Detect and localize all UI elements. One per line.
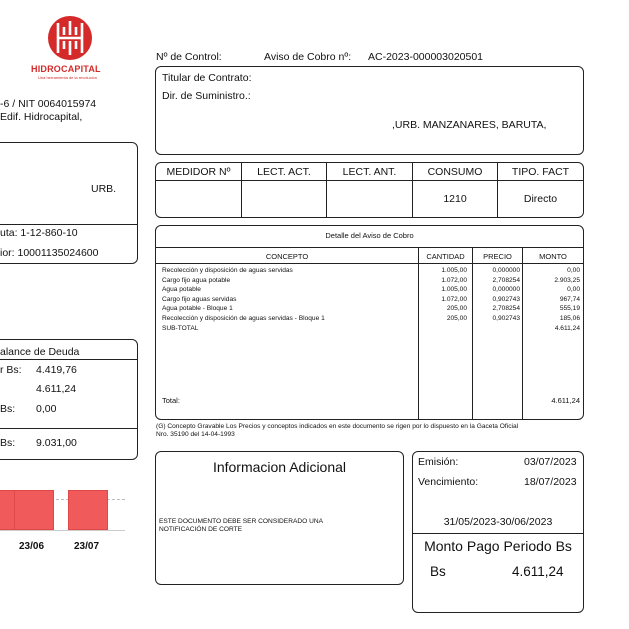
- detail-cell-concepto: SUB-TOTAL: [162, 324, 199, 332]
- balance-row-value: 4.419,76: [36, 364, 77, 376]
- divider: [413, 533, 583, 534]
- company-address: Edif. Hidrocapital,: [0, 111, 83, 123]
- hidrocapital-logo-icon: [30, 15, 110, 65]
- balance-title: alance de Deuda: [0, 346, 80, 358]
- detail-header: PRECIO: [483, 252, 512, 261]
- vencimiento-date: 18/07/2023: [524, 476, 577, 488]
- meter-header: MEDIDOR Nº: [166, 166, 231, 178]
- detail-cell-cantidad: 1.072,00: [441, 295, 467, 303]
- logo-brand-name: HIDROCAPITAL: [31, 64, 101, 74]
- divider: [0, 224, 137, 225]
- detail-total-label: Total:: [162, 396, 180, 405]
- detail-cell-concepto: Recolección y disposición de aguas servidas - Bloque 1: [162, 315, 325, 322]
- detail-cell-cantidad: 1.072,00: [441, 276, 467, 284]
- chart-baseline: [0, 530, 125, 531]
- detail-cell-concepto: Cargo fijo agua potable: [162, 276, 231, 284]
- meter-header: TIPO. FACT: [511, 166, 570, 178]
- detail-cell-monto: 0,00: [567, 286, 580, 294]
- detail-cell-precio: 2,708254: [492, 305, 520, 313]
- table-divider: [156, 247, 583, 248]
- detail-cell-concepto: Agua potable: [162, 286, 201, 294]
- detail-cell-monto: 0,00: [567, 267, 580, 274]
- detail-cell-concepto: Cargo fijo aguas servidas: [162, 295, 237, 303]
- vencimiento-label: Vencimiento:: [418, 476, 479, 488]
- meter-header: LECT. ACT.: [257, 166, 311, 178]
- detail-title: Detalle del Aviso de Cobro: [325, 231, 414, 240]
- control-number-label: Nº de Control:: [156, 51, 222, 63]
- detail-cell-monto: 555,19: [559, 305, 580, 313]
- company-nit: -6 / NIT 0064015974: [0, 98, 97, 110]
- detail-cell-monto: 967,74: [559, 295, 580, 303]
- detail-cell-cantidad: 205,00: [446, 305, 467, 313]
- chart-bar: [14, 490, 54, 530]
- titular-label: Titular de Contrato:: [162, 72, 252, 84]
- chart-bar: [68, 490, 108, 530]
- balance-row-label: Bs:: [0, 403, 16, 415]
- footnote-line-1: (G) Concepto Gravable Los Precios y conceptos indicados en este documento se rigen por lo dispuesto en la Gaceta Oficial: [156, 423, 519, 430]
- chart-tick-label: 23/06: [19, 541, 45, 552]
- additional-info-title: Informacion Adicional: [212, 459, 347, 475]
- detail-header: CONCEPTO: [265, 252, 309, 261]
- table-divider: [156, 180, 583, 181]
- billing-type-value: Directo: [523, 193, 558, 205]
- consumption-chart: [0, 480, 140, 555]
- detail-cell-cantidad: 205,00: [446, 315, 467, 322]
- balance-row-label: r Bs:: [0, 364, 22, 376]
- payment-title: Monto Pago Periodo Bs: [424, 538, 572, 554]
- detail-cell-precio: 0,000000: [492, 286, 520, 294]
- balance-total-label: Bs:: [0, 437, 16, 449]
- emision-date: 03/07/2023: [524, 456, 577, 468]
- detail-cell-precio: 0,902743: [492, 295, 520, 303]
- aviso-number: AC-2023-000003020501: [368, 51, 484, 63]
- balance-total-value: 9.031,00: [36, 437, 77, 449]
- detail-cell-precio: 2,708254: [492, 276, 520, 284]
- detail-header: MONTO: [539, 252, 567, 261]
- balance-row-value: 4.611,24: [36, 383, 77, 395]
- cut-notice-line-2: NOTIFICACIÓN DE CORTE: [159, 526, 243, 533]
- divider: [0, 428, 137, 429]
- detail-cell-concepto: Agua potable - Bloque 1: [162, 305, 233, 313]
- supply-address: ,URB. MANZANARES, BARUTA,: [392, 119, 547, 131]
- account-number: uta: 1-12-860-10: [0, 227, 78, 239]
- aviso-label: Aviso de Cobro nº:: [264, 51, 352, 63]
- suministro-label: Dir. de Suministro.:: [162, 90, 251, 102]
- logo-tagline: Una herramienta de la revolución: [38, 75, 97, 80]
- meter-header: LECT. ANT.: [342, 166, 397, 178]
- detail-cell-monto: 2.903,25: [554, 276, 580, 284]
- table-divider: [156, 263, 583, 264]
- detail-cell-concepto: Recolección y disposición de aguas servidas: [162, 267, 293, 274]
- client-urb: URB.: [91, 183, 117, 195]
- emision-label: Emisión:: [418, 456, 459, 468]
- client-info-box: [0, 142, 138, 264]
- payment-amount: 4.611,24: [512, 564, 564, 579]
- detail-header: CANTIDAD: [426, 252, 465, 261]
- payment-currency: Bs: [430, 564, 446, 579]
- footnote-line-2: Nro. 35190 del 14-04-1993: [156, 431, 235, 438]
- cut-notice-line-1: ESTE DOCUMENTO DEBE SER CONSIDERADO UNA: [159, 518, 324, 525]
- detail-cell-precio: 0,902743: [492, 315, 520, 322]
- detail-cell-monto: 4.611,24: [554, 324, 580, 332]
- consumption-value: 1210: [443, 193, 467, 205]
- balance-row-value: 0,00: [36, 403, 57, 415]
- detail-cell-cantidad: 1.005,00: [441, 267, 467, 274]
- detail-cell-cantidad: 1.005,00: [441, 286, 467, 294]
- chart-tick-label: 23/07: [74, 541, 100, 552]
- billing-period: 31/05/2023-30/06/2023: [443, 516, 553, 528]
- meter-contract-number: ior: 10001135024600: [0, 247, 99, 259]
- company-logo: [30, 15, 110, 80]
- detail-total-value: 4.611,24: [551, 396, 580, 405]
- detail-cell-precio: 0,000000: [492, 267, 520, 274]
- divider: [0, 359, 137, 360]
- meter-header: CONSUMO: [427, 166, 483, 178]
- detail-cell-monto: 185,06: [559, 315, 580, 322]
